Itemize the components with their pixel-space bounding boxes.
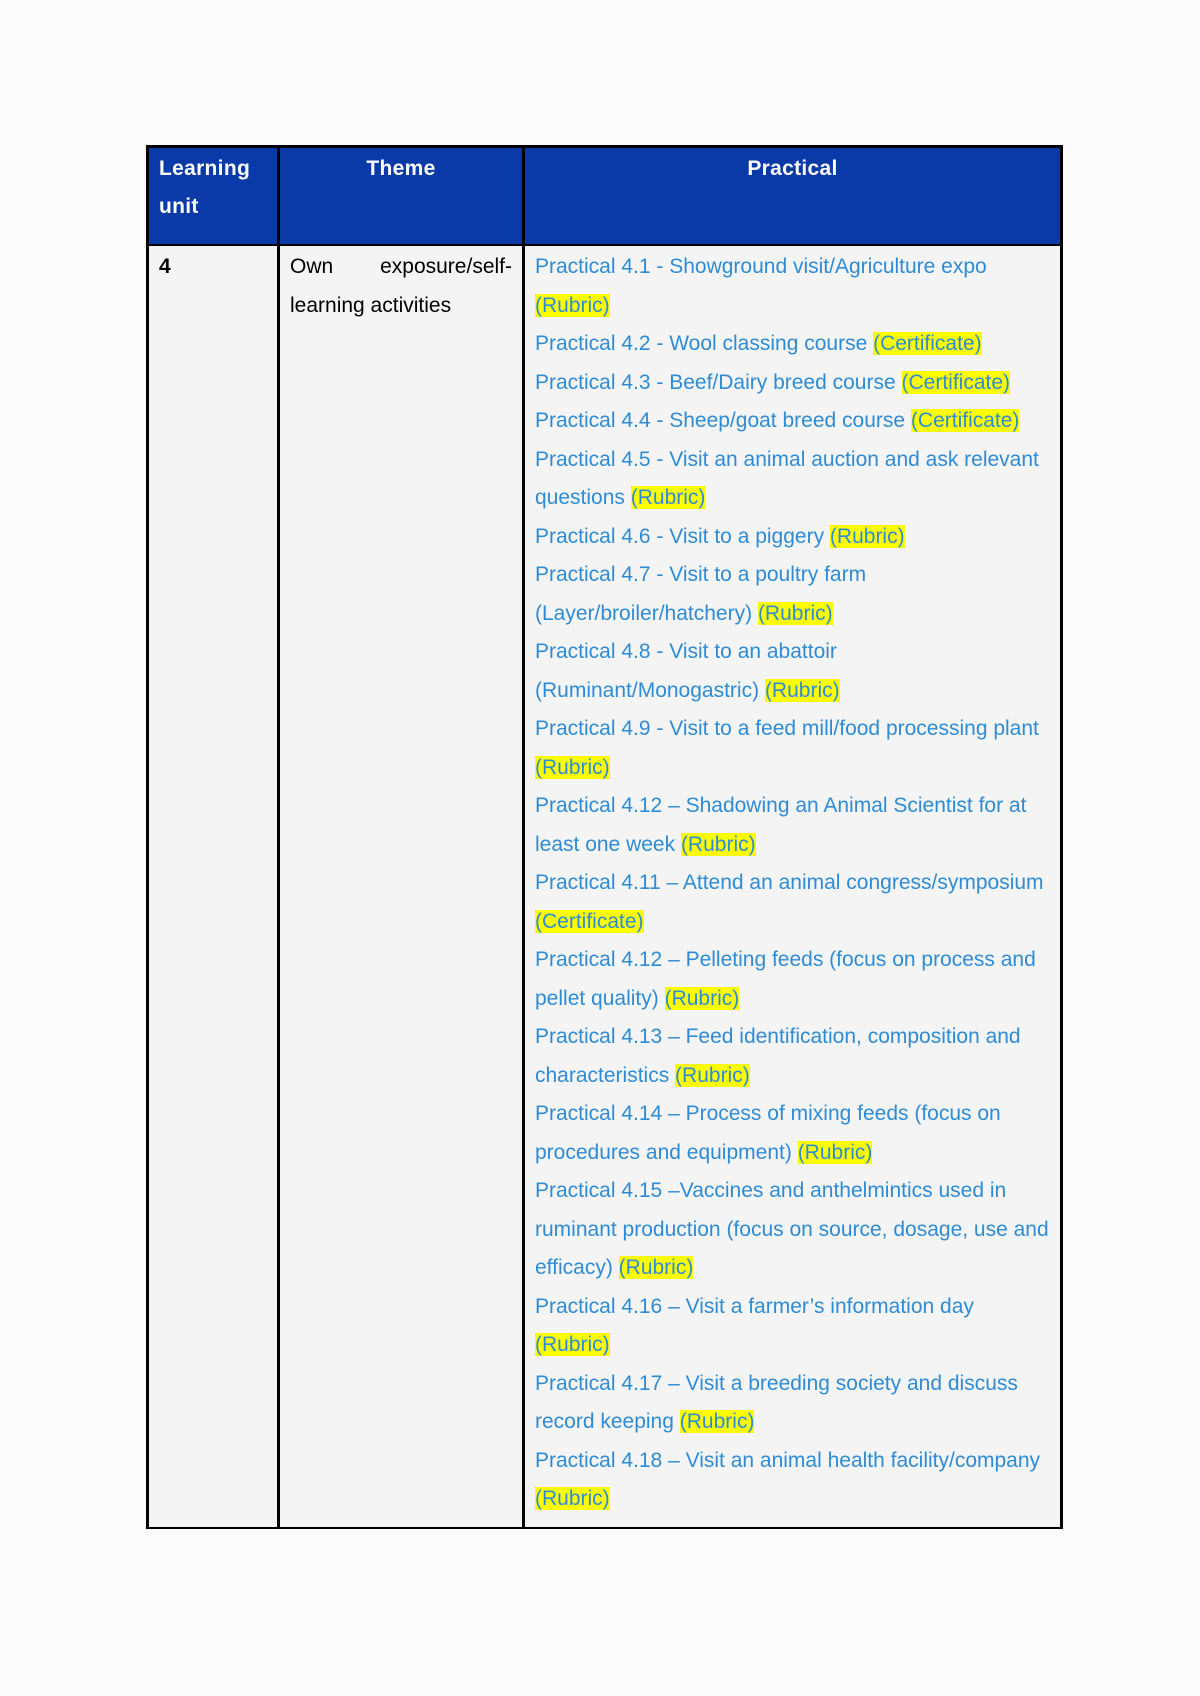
header-learning-unit: Learning unit [148, 147, 279, 246]
practical-text: Practical 4.1 - Showground visit/Agriculture expo [535, 255, 987, 278]
practical-text: Practical 4.7 - Visit to a poultry farm (Layer/broiler/hatchery) [535, 563, 867, 625]
practicals-cell [524, 245, 1062, 1528]
learning-unit-cell: 4 [148, 245, 279, 1528]
assessment-tag: (Certificate) [901, 370, 1011, 394]
practical-item [535, 787, 1052, 864]
practical-text: Practical 4.15 –Vaccines and anthelmintics used in ruminant production (focus on source, dosage, use and efficacy) [535, 1179, 1049, 1279]
table-header-row [148, 147, 1062, 246]
assessment-tag: (Rubric) [535, 755, 610, 779]
theme-cell: Own exposure/self-learning activities [279, 245, 524, 1528]
practical-item [535, 1172, 1052, 1288]
practical-item [535, 941, 1052, 1018]
practical-text: Practical 4.5 - Visit an animal auction and ask relevant questions [535, 447, 1039, 509]
practical-item [535, 518, 1052, 557]
assessment-tag: (Rubric) [535, 293, 610, 317]
practical-item [535, 1288, 1052, 1365]
assessment-tag: (Rubric) [679, 1410, 755, 1433]
practical-text: Practical 4.2 - Wool classing course [535, 332, 868, 355]
practical-item [535, 1365, 1052, 1442]
practical-item [535, 325, 1052, 364]
assessment-tag: (Rubric) [618, 1256, 694, 1279]
practical-text: Practical 4.8 - Visit to an abattoir (Ruminant/Monogastric) [535, 640, 837, 702]
header-theme: Theme [279, 147, 524, 246]
practical-item [535, 1442, 1052, 1519]
practical-item [535, 402, 1052, 441]
practical-item [535, 864, 1052, 941]
practical-text: Practical 4.3 - Beef/Dairy breed course [535, 370, 896, 394]
practical-item [535, 556, 1052, 633]
practical-text: Practical 4.4 - Sheep/goat breed course [535, 409, 906, 432]
assessment-tag: (Certificate) [873, 332, 982, 355]
assessment-tag: (Rubric) [535, 1487, 610, 1510]
practical-item [535, 364, 1052, 403]
assessment-tag: (Rubric) [829, 524, 905, 548]
assessment-tag: (Rubric) [797, 1140, 873, 1164]
assessment-tag: (Rubric) [675, 1063, 750, 1087]
practical-item [535, 248, 1052, 325]
practical-item [535, 633, 1052, 710]
practical-text: Practical 4.12 – Pelleting feeds (focus on process and pellet quality) [535, 948, 1036, 1010]
assessment-tag: (Rubric) [664, 986, 740, 1010]
practical-item [535, 1095, 1052, 1172]
practical-item [535, 710, 1052, 787]
assessment-tag: (Certificate) [535, 909, 644, 933]
assessment-tag: (Rubric) [764, 678, 840, 702]
practical-text: Practical 4.11 – Attend an animal congress/symposium [535, 871, 1044, 894]
assessment-tag: (Rubric) [535, 1333, 610, 1356]
practical-text: Practical 4.14 – Process of mixing feeds (focus on procedures and equipment) [535, 1102, 1001, 1164]
assessment-tag: (Rubric) [757, 601, 833, 625]
practical-item [535, 1018, 1052, 1095]
practical-text: Practical 4.6 - Visit to a piggery [535, 524, 825, 548]
table-row [148, 245, 1062, 1528]
practical-text: Practical 4.13 – Feed identification, composition and characteristics [535, 1025, 1021, 1087]
practical-text: Practical 4.9 - Visit to a feed mill/food processing plant [535, 717, 1039, 740]
header-practical: Practical [524, 147, 1062, 246]
practical-text: Practical 4.12 – Shadowing an Animal Scientist for at least one week [535, 794, 1027, 856]
assessment-tag: (Rubric) [630, 486, 706, 509]
assessment-tag: (Rubric) [680, 832, 756, 856]
practical-list [535, 248, 1052, 1519]
practical-item [535, 441, 1052, 518]
practical-text: Practical 4.18 – Visit an animal health facility/company [535, 1448, 1041, 1472]
practical-text: Practical 4.16 – Visit a farmer’s information day [535, 1294, 974, 1318]
learning-units-table [146, 145, 1063, 1529]
assessment-tag: (Certificate) [910, 409, 1020, 432]
practical-text: Practical 4.17 – Visit a breeding society and discuss record keeping [535, 1371, 1018, 1433]
